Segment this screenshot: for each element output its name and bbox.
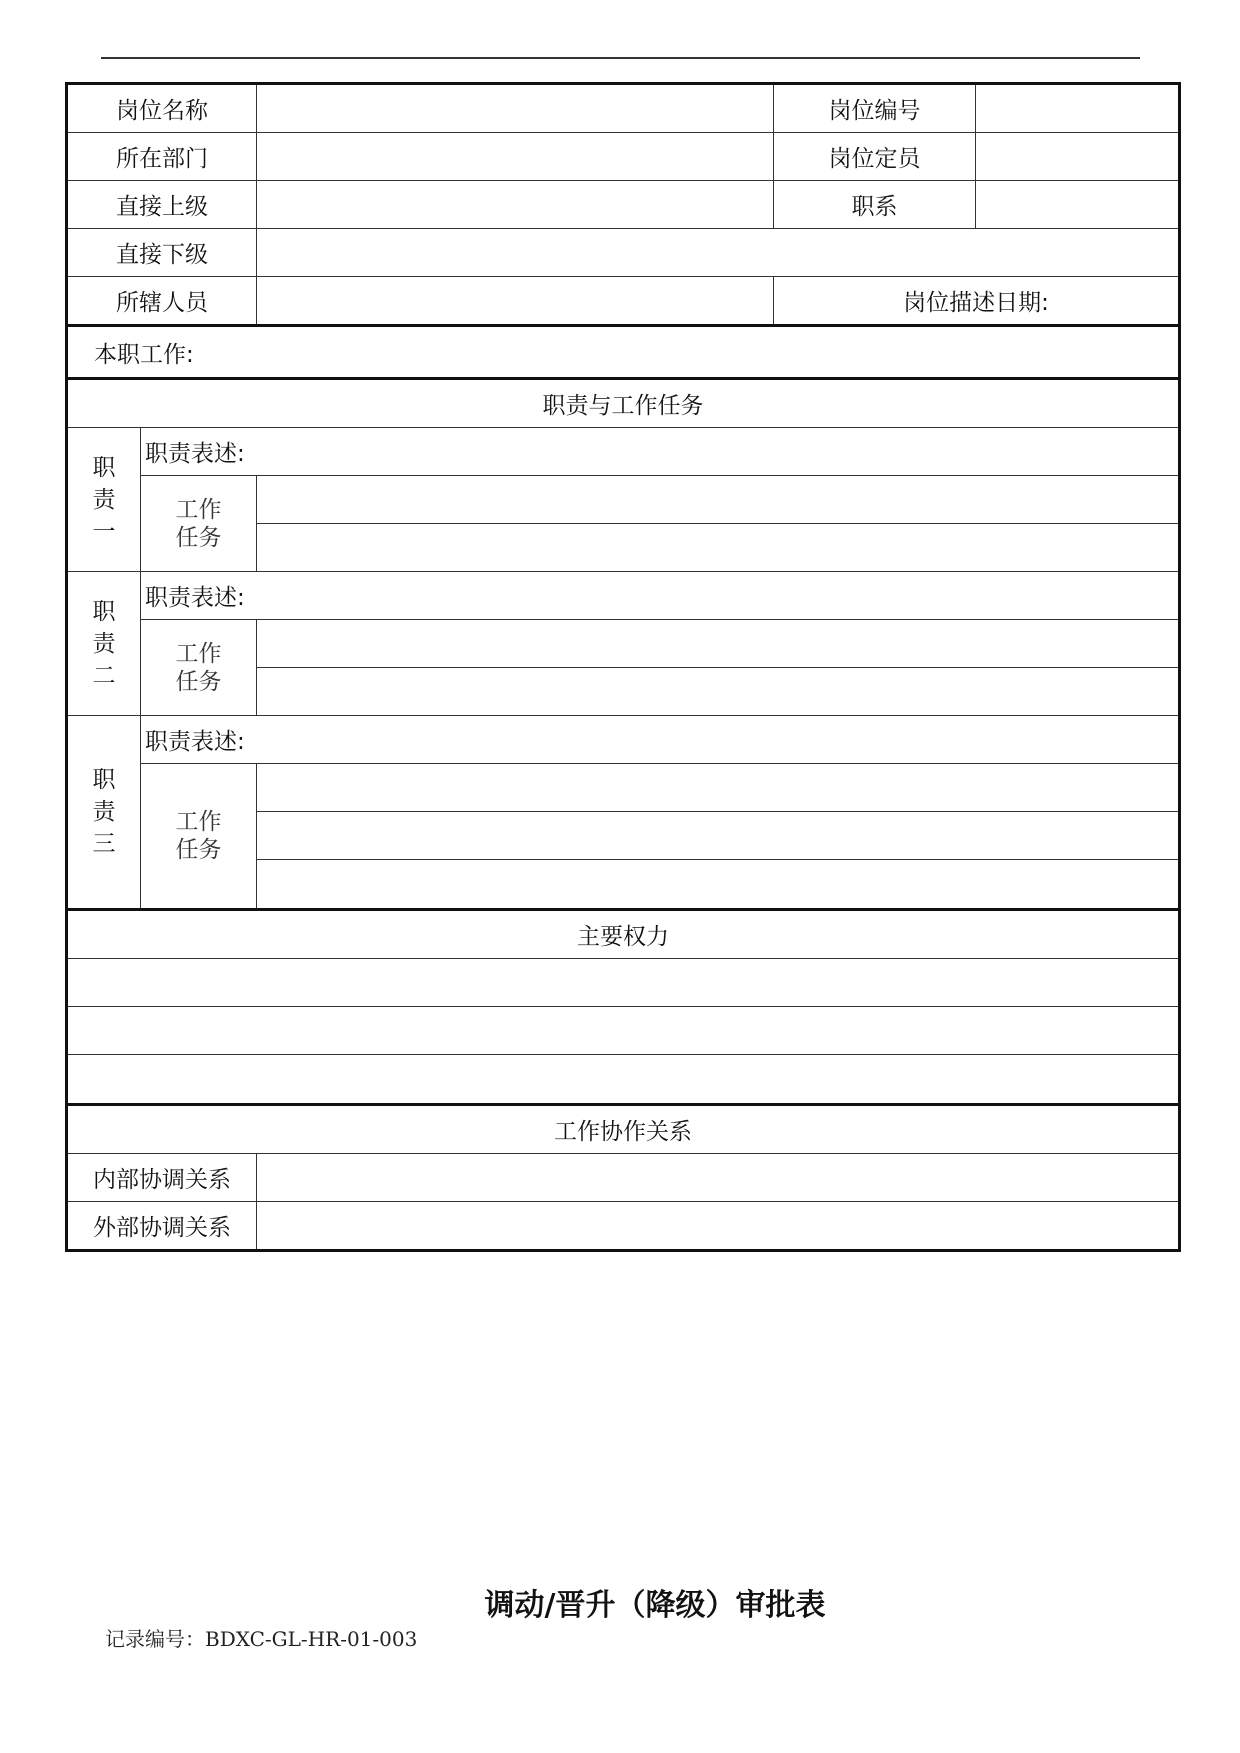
job-family-label: 职系 xyxy=(774,181,976,229)
direct-superior-label: 直接上级 xyxy=(67,181,257,229)
duty-one-label: 职 责 一 xyxy=(67,428,141,572)
row-staff xyxy=(67,277,1180,326)
external-cooperation-label: 外部协调关系 xyxy=(67,1202,257,1251)
job-family-field[interactable] xyxy=(976,181,1180,229)
staff-field[interactable] xyxy=(257,277,774,326)
duty-one-task-field[interactable] xyxy=(257,524,1180,572)
row-direct-subordinate xyxy=(67,229,1180,277)
job-description-form xyxy=(65,82,1181,1252)
duty-three-task-field[interactable] xyxy=(257,764,1180,812)
duty-one-task-field[interactable] xyxy=(257,476,1180,524)
duty-two-task-field[interactable] xyxy=(257,668,1180,716)
authority-row xyxy=(67,1055,1180,1105)
authority-section-title: 主要权力 xyxy=(67,910,1180,959)
duty-two-statement-field[interactable]: 职责表述: xyxy=(141,572,1180,620)
duty-two-statement-row xyxy=(67,572,1180,620)
description-date-field[interactable]: 岗位描述日期: xyxy=(774,277,1180,326)
cooperation-section-title: 工作协作关系 xyxy=(67,1105,1180,1154)
authority-field[interactable] xyxy=(67,1055,1180,1105)
next-form-title: 调动/晋升（降级）审批表 xyxy=(484,1588,826,1623)
row-position-name xyxy=(67,84,1180,133)
external-cooperation-field[interactable] xyxy=(257,1202,1180,1251)
duty-one-task-label: 工作 任务 xyxy=(141,476,257,572)
duty-three-task-field[interactable] xyxy=(257,860,1180,910)
duty-three-task-row xyxy=(67,764,1180,812)
duty-two-task-label: 工作 任务 xyxy=(141,620,257,716)
duty-three-statement-field[interactable]: 职责表述: xyxy=(141,716,1180,764)
authority-row xyxy=(67,959,1180,1007)
row-cooperation-title xyxy=(67,1105,1180,1154)
duty-three-task-field[interactable] xyxy=(257,812,1180,860)
duty-two-task-row xyxy=(67,620,1180,668)
internal-cooperation-label: 内部协调关系 xyxy=(67,1154,257,1202)
direct-subordinate-field[interactable] xyxy=(257,229,1180,277)
row-department xyxy=(67,133,1180,181)
headcount-field[interactable] xyxy=(976,133,1180,181)
department-field[interactable] xyxy=(257,133,774,181)
duty-three-task-label: 工作 任务 xyxy=(141,764,257,910)
duty-two-label: 职 责 二 xyxy=(67,572,141,716)
row-external-cooperation xyxy=(67,1202,1180,1251)
duty-three-label: 职 责 三 xyxy=(67,716,141,910)
row-main-job xyxy=(67,326,1180,379)
direct-subordinate-label: 直接下级 xyxy=(67,229,257,277)
record-number: 记录编号：BDXC-GL-HR-01-003 xyxy=(105,1627,418,1651)
row-internal-cooperation xyxy=(67,1154,1180,1202)
duty-three-statement-row xyxy=(67,716,1180,764)
authority-field[interactable] xyxy=(67,1007,1180,1055)
duty-two-task-field[interactable] xyxy=(257,620,1180,668)
staff-label: 所辖人员 xyxy=(67,277,257,326)
duty-one-statement-row xyxy=(67,428,1180,476)
duty-one-statement-field[interactable]: 职责表述: xyxy=(141,428,1180,476)
direct-superior-field[interactable] xyxy=(257,181,774,229)
position-name-label: 岗位名称 xyxy=(67,84,257,133)
internal-cooperation-field[interactable] xyxy=(257,1154,1180,1202)
row-duties-title xyxy=(67,379,1180,428)
row-direct-superior xyxy=(67,181,1180,229)
position-no-field[interactable] xyxy=(976,84,1180,133)
position-name-field[interactable] xyxy=(257,84,774,133)
duty-one-task-row xyxy=(67,476,1180,524)
main-job-field[interactable]: 本职工作: xyxy=(67,326,1180,379)
authority-field[interactable] xyxy=(67,959,1180,1007)
headcount-label: 岗位定员 xyxy=(774,133,976,181)
row-authority-title xyxy=(67,910,1180,959)
header-rule xyxy=(101,57,1140,59)
position-no-label: 岗位编号 xyxy=(774,84,976,133)
duties-section-title: 职责与工作任务 xyxy=(67,379,1180,428)
department-label: 所在部门 xyxy=(67,133,257,181)
authority-row xyxy=(67,1007,1180,1055)
